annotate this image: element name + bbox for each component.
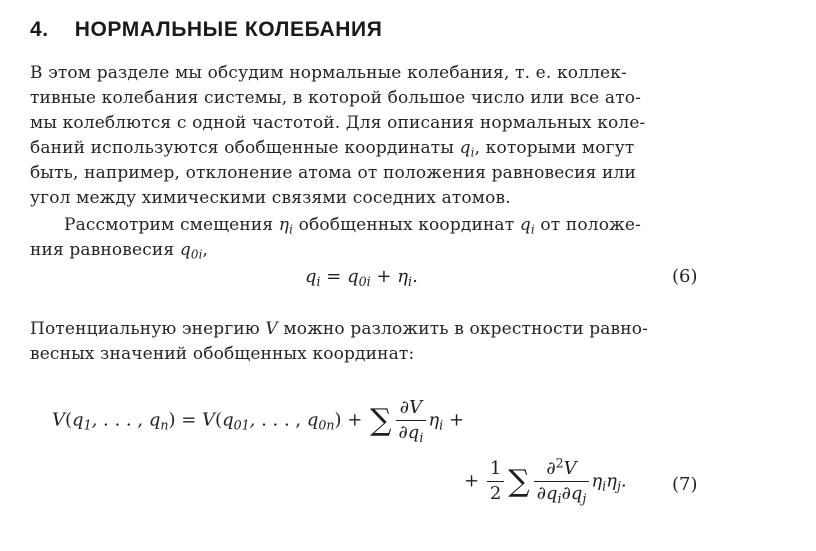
section-heading bbox=[30, 18, 382, 42]
text-line: мы колеблются с одной частотой. Для описания нормальных коле- bbox=[30, 113, 646, 133]
section-number: 4. bbox=[30, 18, 49, 41]
text-line: Рассмотрим смещения $\eta_i$ обобщенных координат $q_i$ от положе- bbox=[64, 215, 641, 237]
text-line: баний используются обобщенные координаты $q_i$, которыми могут bbox=[30, 138, 635, 160]
text-line: В этом разделе мы обсудим нормальные колебания, т. е. коллек- bbox=[30, 63, 627, 83]
text-line: Потенциальную энергию V можно разложить в окрестности равно- bbox=[30, 319, 649, 339]
section-title: НОРМАЛЬНЫЕ КОЛЕБАНИЯ bbox=[74, 18, 383, 41]
equation-6: $q_i = q_{0i} + \eta_i$. bbox=[305, 266, 418, 289]
equation-7-line-2: + $\frac{1}{2}$ ∑ $\frac{\partial^2V}{\partial q_i\partial q_j}$ $\eta_i\eta_j$. bbox=[464, 455, 627, 506]
paragraph-2-cont bbox=[30, 238, 710, 263]
text-line: ния равновесия $q_{0i}$, bbox=[30, 240, 209, 262]
equation-7-number: (7) bbox=[672, 474, 698, 495]
text-line: угол между химическими связями соседних атомов. bbox=[30, 188, 511, 208]
text-line: быть, например, отклонение атома от положения равновесия или bbox=[30, 163, 636, 183]
equation-6-number: (6) bbox=[672, 266, 698, 287]
equation-7-line-1: $V(q_1$, . . . , $q_n) = V(q_{01}$, . . . , $q_{0n}$) + ∑ $\frac{\partial V}{\partial q_i}$ $\eta_i$ + bbox=[52, 397, 465, 445]
paragraph-2 bbox=[64, 213, 714, 238]
text-line: тивные колебания системы, в которой большое число или все ато- bbox=[30, 88, 642, 108]
paragraph-1 bbox=[30, 61, 710, 211]
paragraph-3 bbox=[30, 317, 710, 367]
text-line: весных значений обобщенных координат: bbox=[30, 344, 415, 364]
